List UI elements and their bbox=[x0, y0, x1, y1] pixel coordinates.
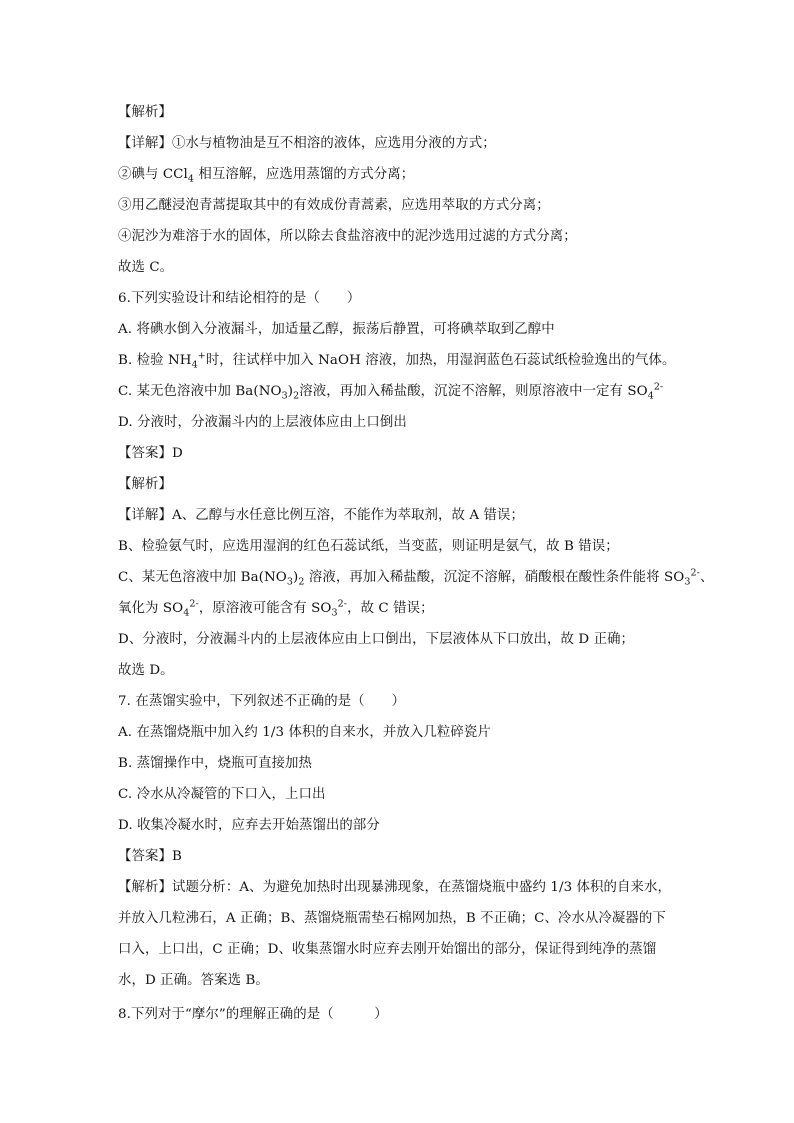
q7-stem: 7. 在蒸馏实验中，下列叙述不正确的是（ ） bbox=[118, 694, 406, 709]
q6-option-d: D. 分液时，分液漏斗内的上层液体应由上口倒出 bbox=[118, 415, 407, 430]
q6-detail-c-line1: C、某无色溶液中加 $Ba(NO_3)_2$ 溶液，再加入稀盐酸，沉淀不溶解，硝酸根在酸性条件能将 $SO_3^{2-}$、 bbox=[118, 567, 714, 588]
q7-option-d: D. 收集冷凝水时，应弃去开始蒸馏出的部分 bbox=[118, 818, 380, 833]
q7-option-b: B. 蒸馏操作中，烧瓶可直接加热 bbox=[118, 756, 313, 771]
q6-analysis-label: 【解析】 bbox=[118, 477, 172, 492]
q7-analysis: 【解析】试题分析：A、为避免加热时出现暴沸现象，在蒸馏烧瓶中盛约 1/3 体积的自来水，并放入几粒沸石，A 正确；B、蒸馏烧瓶需垫石棉网加热，B 不正确；C、冷水从冷凝器的下口入，上口出，C 正确；D、收集蒸馏水时应弃去刚开始馏出的部分，保证得到纯净的蒸馏水，D 正确。答案选 B。 bbox=[118, 880, 671, 988]
q7-answer: 【答案】B bbox=[118, 849, 182, 864]
q5-conclusion: 故选 C。 bbox=[118, 260, 174, 275]
q6-option-a: A. 将碘水倒入分液漏斗，加适量乙醇，振荡后静置，可将碘萃取到乙醇中 bbox=[118, 322, 555, 337]
q5-detail-item4: ④泥沙为难溶于水的固体，所以除去食盐溶液中的泥沙选用过滤的方式分离； bbox=[118, 229, 577, 244]
q5-detail-item2: ②碘与 CCl$_4$ 相互溶解，应选用蒸馏的方式分离； bbox=[118, 167, 415, 185]
q6-detail-a: 【详解】A、乙醇与水任意比例互溶，不能作为萃取剂，故 A 错误； bbox=[118, 508, 524, 523]
q6-detail-b: B、检验氨气时，应选用湿润的红色石蕊试纸，当变蓝，则证明是氨气，故 B 错误； bbox=[118, 539, 619, 554]
q5-detail-item1: 【详解】①水与植物油是互不相溶的液体，应选用分液的方式； bbox=[118, 136, 496, 151]
q6-option-b: B. 检验 $NH_4^+$时，往试样中加入 NaOH 溶液，加热，用湿润蓝色石蕊试纸检验逸出的气体。 bbox=[118, 350, 676, 371]
q7-option-c: C. 冷水从冷凝管的下口入，上口出 bbox=[118, 787, 326, 802]
q7-option-a: A. 在蒸馏烧瓶中加入约 1/3 体积的自来水，并放入几粒碎瓷片 bbox=[118, 725, 491, 740]
q8-stem: 8.下列对于“摩尔”的理解正确的是（ ） bbox=[118, 1007, 388, 1022]
q5-detail-item3: ③用乙醚浸泡青蒿提取其中的有效成份青蒿素，应选用萃取的方式分离； bbox=[118, 198, 550, 213]
q6-detail-d: D、分液时，分液漏斗内的上层液体应由上口倒出，下层液体从下口放出，故 D 正确； bbox=[118, 632, 635, 647]
q6-option-c: C. 某无色溶液中加 $Ba(NO_3)_2$溶液，再加入稀盐酸，沉淀不溶解，则原溶液中一定有 $SO_4^{2-}$ bbox=[118, 381, 664, 402]
q6-conclusion: 故选 D。 bbox=[118, 663, 174, 678]
q6-answer: 【答案】D bbox=[118, 446, 183, 461]
q6-stem: 6.下列实验设计和结论相符的是（ ） bbox=[118, 291, 361, 306]
q5-analysis-label: 【解析】 bbox=[118, 105, 172, 120]
q6-detail-c-line2: 氧化为 $SO_4^{2-}$，原溶液可能含有 $SO_3^{2-}$，故 C 错误； bbox=[118, 598, 434, 619]
